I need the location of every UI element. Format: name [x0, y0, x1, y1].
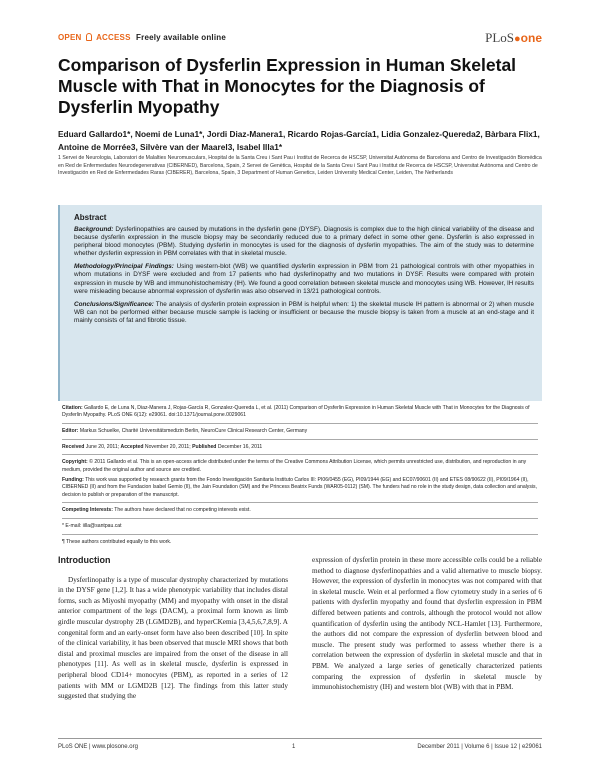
accepted-date: November 20, 2011;: [143, 443, 193, 450]
abstract-heading: Abstract: [74, 213, 107, 222]
abstract-background: [74, 226, 534, 258]
funding-label: Funding:: [62, 477, 84, 484]
background-text: Dysferlinopathies are caused by mutations in the dysferlin gene (DYSF). Diagnosis is complex due to the high clinical variability of the disease and because dysferlin expression in the muscle biopsy may be secondarily reduced due to a primary defect in some other gene. Dysferlin is also expressed in peripheral blood monocytes (PBM). Studying dysferlin in monocytes is used for the diagnosis of dysferlin myopathies. The aim of the study was to determine whether dysferlin expression in PBM correlates with that in skeletal muscle.: [74, 226, 534, 258]
competing-label: Competing Interests:: [62, 507, 113, 514]
abstract-conclusions: [74, 301, 534, 325]
published-date: December 16, 2011: [216, 443, 263, 450]
article-title: Comparison of Dysferlin Expression in Human Skeletal Muscle with That in Monocytes for the Diagnosis of Dysferlin Myopathy: [58, 55, 517, 117]
logo-plos-text: PLoS: [485, 30, 514, 45]
copyright-text: © 2011 Gallardo et al. This is an open-access article distributed under the terms of the Creative Commons Attribution License, which permits unrestricted use, distribution, and reproduction in any medium, provided the original author and source are credited.: [62, 459, 527, 473]
introduction-heading: Introduction: [58, 555, 111, 565]
editor-label: Editor:: [62, 427, 79, 434]
copyright-label: Copyright:: [62, 459, 88, 466]
footer-journal[interactable]: PLoS ONE | www.plosone.org: [58, 744, 138, 750]
published-label: Published: [192, 443, 217, 450]
conclusions-text: The analysis of dysferlin protein expression in PBM is helpful when: 1) the skeletal muscle IH pattern is abnormal or 2) when muscle WB can not be performed either because muscle sample is lacking or insufficient or because the muscle biopsy is taken from a muscle at an end-stage and it mainly consists of fat and fibrotic tissue.: [74, 300, 534, 324]
abstract-methods: [74, 263, 534, 295]
editor: [62, 428, 538, 435]
author-list: Eduard Gallardo1*, Noemi de Luna1*, Jordi Diaz-Manera1, Ricardo Rojas-García1, Lidia Gonzalez-Quereda2, Bàrbara Flix1, Antoine de Morrée3, Silvère van der Maarel3, Isabel Illa1*: [58, 129, 540, 152]
methods-label: Methodology/Principal Findings:: [74, 263, 174, 271]
page-footer: [58, 738, 542, 752]
equal-contribution-note: ¶ These authors contributed equally to this work.: [62, 538, 172, 545]
meta-divider: [62, 518, 538, 519]
open-lock-icon: [86, 33, 92, 41]
intro-paragraph-continued: expression of dysferlin protein in these more accessible cells could be a reliable method to diagnose dysferlinopathies and a valid alternative to muscle biopsy. However, the expression of dysferlin in monocytes was not compared with that in skeletal muscle. Wein et al performed a flow cytometry study in a series of 6 patients with dysferlin myopathy and found that dysferlin expression in PBM differed between patients and controls, although the protocol would not allow quantification of dysferlin using the antibody NCL-Hamlet [13]. Furthermore, the authors did not compare the expression of dysferlin between blood and muscle. The present study was performed to assess whether there is a correlation between the expression of dysferlin in skeletal muscle and that in PBM. We analyzed a large series of genetically characterized patients comparing the expression of dysferlin in skeletal muscle by immunohistochemistry (IH) and western blot (WB) with that in PBM.: [312, 556, 542, 692]
open-access-badge[interactable]: [58, 33, 226, 42]
competing-text: The authors have declared that no competing interests exist.: [112, 507, 251, 514]
received-date: June 20, 2011;: [84, 443, 121, 450]
background-label: Background:: [74, 226, 114, 233]
affiliations: 1 Servei de Neurologia, Laboratori de Malalties Neuromusculars, Hospital de la Santa Creu i Sant Pau i Institut de Recerca de HSCSP, Universitat Autònoma de Barcelona and Centro de Investigación Biomédica en Red de Enfermedades Neurodegenerativas (CIBERNED), Barcelona, Spain, 2 Servei de Genètica, Hospital de la Santa Creu i Sant Pau i Institut de Recerca de HSCSP, Universitat Autònoma and Centro de Investigación en Red de Enfermedades Raras (CIBERER), Barcelona, Spain, 3 Department of Human Genetics, Leiden University Medical Center, Leiden, The Netherlands: [58, 155, 542, 177]
article-metadata: [62, 405, 538, 549]
copyright: [62, 459, 538, 473]
plos-one-logo[interactable]: [485, 30, 542, 46]
logo-one-text: one: [520, 31, 542, 45]
access-label: ACCESS: [96, 33, 131, 42]
competing-interests: [62, 507, 538, 514]
meta-divider: [62, 454, 538, 455]
citation: [62, 405, 538, 419]
received-label: Received: [62, 443, 85, 450]
citation-label: Citation:: [62, 405, 83, 411]
page-number: 1: [292, 744, 296, 750]
footer-issue: December 2011 | Volume 6 | Issue 12 | e29061: [417, 744, 542, 750]
logo-dot-icon: ●: [514, 33, 521, 45]
intro-left-column: [58, 555, 288, 702]
intro-paragraph: Dysferlinopathy is a type of muscular dystrophy characterized by mutations in the DYSF gene [1,2]. It has a wide phenotypic variability that includes distal forms, such as Miyoshi myopathy (MM) and myopathy with onset in the distal anterior compartment of the legs (DACM), a proximal form known as limb girdle muscular dystrophy 2B (LGMD2B), and hyperCKemia [3,4,5,6,7,8,9]. A congenital form and an early-onset form have also been described [10]. In spite of the clinical variability, it has been observed that muscle MRI shows that both distal and proximal muscles are impaired from the onset of the disease in all phenotypes [11]. As well as in skeletal muscle, dysferlin is expressed in peripheral blood CD14+ monocytes (PBM), as reported in a series of 12 patients with MM or LGMD2B [12]. The findings from this latter study suggested that studying the: [58, 575, 288, 701]
conclusions-label: Conclusions/Significance:: [74, 300, 154, 308]
intro-right-column: [312, 555, 542, 693]
journal-header: [58, 30, 542, 46]
meta-divider: [62, 439, 538, 440]
abstract-box: [58, 205, 542, 401]
freely-available-label: Freely available online: [136, 33, 227, 42]
meta-divider: [62, 423, 538, 424]
citation-text[interactable]: Gallardo E, de Luna N, Diaz-Manera J, Rojas-García R, Gonzalez-Quereda L, et al. (2011) Comparison of Dysferlin Expression in Human Skeletal Muscle with That in Monocytes for the Diagnosis of Dysferlin Myopathy. PLoS ONE 6(12): e29061. doi:10.1371/journal.pone.0029061: [62, 405, 530, 419]
meta-divider: [62, 534, 538, 535]
accepted-label: Accepted: [120, 443, 144, 450]
dates: [62, 444, 538, 451]
email[interactable]: * E-mail: iilla@santpau.cat: [62, 523, 122, 530]
editor-text: Markus Schuelke, Charité Universitätsmedizin Berlin, NeuroCure Clinical Research Center, Germany: [78, 427, 308, 434]
open-label: OPEN: [58, 33, 82, 42]
funding: [62, 477, 538, 499]
funding-text: This work was supported by research grants from the Fondo Investigación Sanitaria Instituto Carlos III: PI06/0455 (EG), PI09/1944 (EG) and EC07/90601 (II) and ETES 08/90622 (II), PI09/1964 (II), CIBERNED (II) and from the Fundacion Isabel Gemio (II), the Jain Foundation (SM) and the Princess Beatrix Funds (WAR05-0112) (SM). The funders had no role in the study design, data collection and analysis, decision to publish or preparation of the manuscript.: [62, 477, 537, 498]
meta-divider: [62, 502, 538, 503]
methods-text: Using western-blot (WB) we quantified dysferlin expression in PBM from 21 pathological controls with other myopathies in whom mutations in DYSF were excluded and from 17 patients who had dysferlinopathy and two mutations in DYSF. Results were compared with protein expression in muscle by WB and immunohistochemistry (IH). We found a good correlation between skeletal muscle and monocytes using WB. However, IH results were misleading because abnormal expression of dysferlin was also observed in 13/21 pathological controls.: [74, 263, 534, 295]
